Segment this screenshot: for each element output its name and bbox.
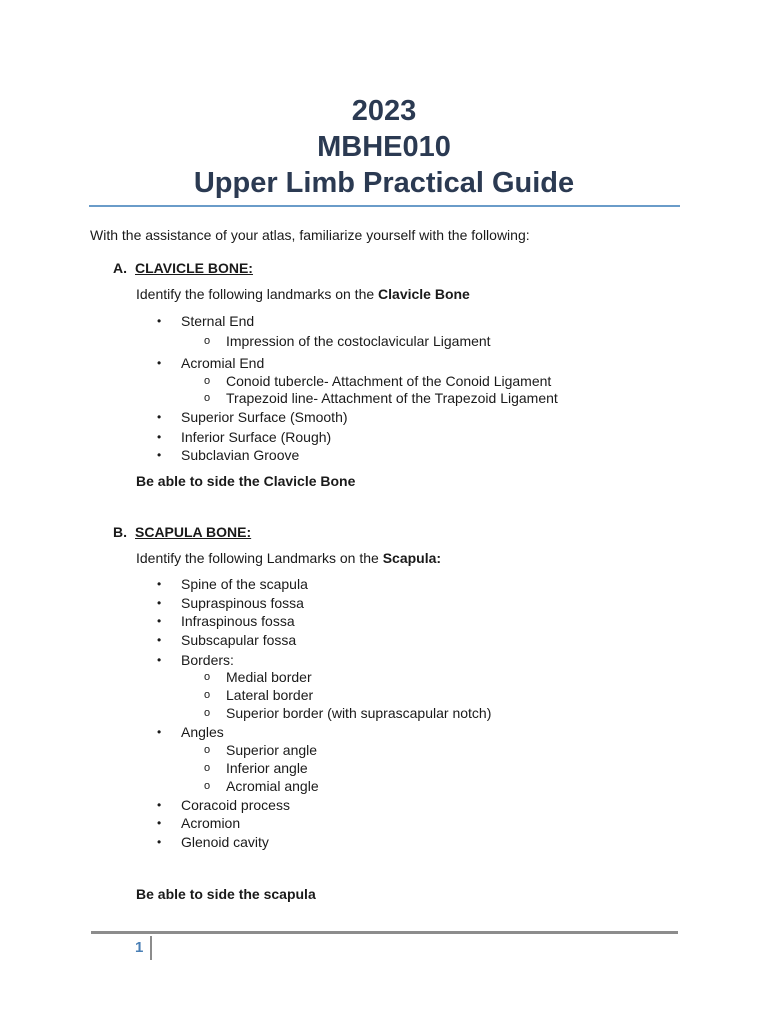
bullet-glyph: • [157, 816, 162, 830]
list-item: Superior Surface (Smooth) [181, 409, 348, 425]
page-number-separator [150, 936, 152, 960]
section-b-intro-bold: Scapula: [382, 550, 442, 566]
section-b-intro-text: Identify the following Landmarks on the [136, 550, 383, 566]
list-item: Subclavian Groove [181, 447, 300, 463]
sub-list-item: Impression of the costoclavicular Ligament [226, 333, 491, 349]
bullet-glyph: • [157, 725, 162, 739]
sub-bullet-glyph: o [204, 780, 211, 792]
list-item: Acromion [181, 815, 241, 831]
bullet-glyph: • [157, 596, 162, 610]
list-item: Angles [181, 724, 224, 740]
bullet-glyph: • [157, 410, 162, 424]
list-item: Sternal End [181, 313, 255, 329]
section-b-intro [136, 549, 441, 567]
bullet-glyph: • [157, 448, 162, 462]
sub-list-item: Medial border [226, 669, 312, 685]
title-block [0, 93, 768, 201]
bullet-glyph: • [157, 614, 162, 628]
sub-bullet-glyph: o [204, 392, 211, 404]
sub-list-item: Superior border (with suprascapular notch) [226, 705, 492, 721]
list-item: Inferior Surface (Rough) [181, 429, 332, 445]
footer-divider [91, 931, 678, 934]
sub-bullet-glyph: o [204, 707, 211, 719]
intro-text: With the assistance of your atlas, familiarize yourself with the following: [90, 227, 530, 243]
section-b-title: SCAPULA BONE: [135, 524, 252, 540]
list-item: Acromial End [181, 355, 265, 371]
list-item: Supraspinous fossa [181, 595, 304, 611]
section-a-heading [113, 259, 253, 277]
bullet-glyph: • [157, 835, 162, 849]
sub-bullet-glyph: o [204, 762, 211, 774]
sub-bullet-glyph: o [204, 671, 211, 683]
sub-bullet-glyph: o [204, 335, 211, 347]
section-b-heading [113, 523, 251, 541]
list-item: Borders: [181, 652, 234, 668]
sub-list-item: Inferior angle [226, 760, 308, 776]
section-a-intro-text: Identify the following landmarks on the [136, 286, 379, 302]
title-divider [89, 205, 680, 207]
course-code: MBHE010 [317, 131, 451, 163]
sub-list-item: Conoid tubercle- Attachment of the Conoid Ligament [226, 373, 552, 389]
sub-list-item: Superior angle [226, 742, 318, 758]
bullet-glyph: • [157, 356, 162, 370]
section-a-intro-bold: Clavicle Bone [378, 286, 470, 302]
bullet-glyph: • [157, 653, 162, 667]
bullet-glyph: • [157, 798, 162, 812]
page-number: 1 [135, 939, 144, 956]
list-item: Coracoid process [181, 797, 290, 813]
section-a-note: Be able to side the Clavicle Bone [136, 473, 356, 489]
sub-bullet-glyph: o [204, 375, 211, 387]
list-item: Spine of the scapula [181, 576, 308, 592]
section-a-title: CLAVICLE BONE: [135, 260, 253, 276]
bullet-glyph: • [157, 430, 162, 444]
doc-year: 2023 [351, 95, 417, 127]
section-b-note: Be able to side the scapula [136, 886, 316, 902]
sub-bullet-glyph: o [204, 689, 211, 701]
doc-title: Upper Limb Practical Guide [193, 167, 575, 199]
list-item: Infraspinous fossa [181, 613, 295, 629]
sub-list-item: Lateral border [226, 687, 314, 703]
section-a-letter: A. [113, 260, 127, 276]
bullet-glyph: • [157, 577, 162, 591]
sub-list-item: Trapezoid line- Attachment of the Trapezoid Ligament [226, 390, 558, 406]
section-b-letter: B. [113, 524, 127, 540]
list-item: Subscapular fossa [181, 632, 297, 648]
list-item: Glenoid cavity [181, 834, 269, 850]
bullet-glyph: • [157, 314, 162, 328]
sub-bullet-glyph: o [204, 744, 211, 756]
sub-list-item: Acromial angle [226, 778, 319, 794]
bullet-glyph: • [157, 633, 162, 647]
section-a-intro [136, 285, 470, 303]
